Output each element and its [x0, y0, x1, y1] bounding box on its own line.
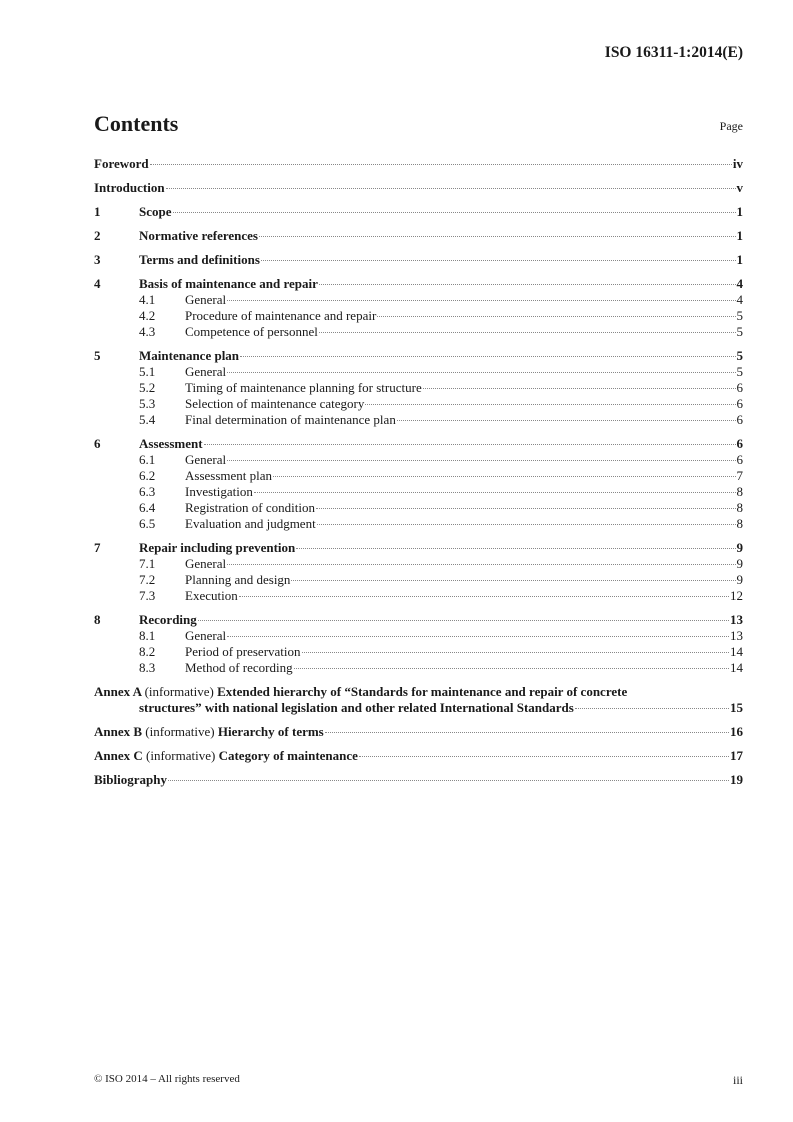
toc-entry-subsection[interactable]: 6.1 General 6	[139, 452, 743, 467]
dot-leader	[302, 652, 729, 653]
dot-leader	[254, 492, 736, 493]
dot-leader	[291, 580, 735, 581]
table-of-contents	[94, 156, 743, 788]
toc-entry-introduction[interactable]: Introduction v	[94, 180, 743, 195]
toc-entry-subsection[interactable]: 4.1 General 4	[139, 292, 743, 307]
toc-entry-section[interactable]: 2 Normative references 1	[94, 228, 743, 243]
toc-entry-subsection[interactable]: 5.3 Selection of maintenance category 6	[139, 396, 743, 411]
dot-leader	[261, 260, 736, 261]
dot-leader	[325, 732, 729, 733]
toc-entry-subsection[interactable]: 4.2 Procedure of maintenance and repair 5	[139, 308, 743, 323]
dot-leader	[227, 460, 735, 461]
toc-entry-section[interactable]: 3 Terms and definitions 1	[94, 252, 743, 267]
toc-entry-subsection[interactable]: 7.3 Execution 12	[139, 588, 743, 603]
dot-leader	[359, 756, 729, 757]
toc-entry-subsection[interactable]: 5.1 General 5	[139, 364, 743, 379]
toc-entry-subsection[interactable]: 8.3 Method of recording 14	[139, 660, 743, 675]
dot-leader	[575, 708, 729, 709]
toc-entry-subsection[interactable]: 4.3 Competence of personnel 5	[139, 324, 743, 339]
dot-leader	[168, 780, 729, 781]
toc-entry-subsection[interactable]: 6.2 Assessment plan 7	[139, 468, 743, 483]
toc-entry-bibliography[interactable]: Bibliography 19	[94, 772, 743, 787]
toc-entry-section[interactable]: 4 Basis of maintenance and repair 4	[94, 276, 743, 291]
dot-leader	[240, 356, 735, 357]
toc-entry-subsection[interactable]: 7.1 General 9	[139, 556, 743, 571]
dot-leader	[227, 564, 735, 565]
dot-leader	[150, 164, 732, 165]
dot-leader	[227, 300, 735, 301]
dot-leader	[296, 548, 735, 549]
dot-leader	[377, 316, 735, 317]
toc-entry-subsection[interactable]: 8.1 General 13	[139, 628, 743, 643]
copyright-notice: © ISO 2014 – All rights reserved	[94, 1073, 240, 1085]
dot-leader	[239, 596, 729, 597]
dot-leader	[397, 420, 736, 421]
dot-leader	[166, 188, 736, 189]
toc-entry-section[interactable]: 1 Scope 1	[94, 204, 743, 219]
dot-leader	[294, 668, 729, 669]
toc-entry-section[interactable]: 5 Maintenance plan 5	[94, 348, 743, 363]
page-column-label: Page	[719, 119, 743, 133]
dot-leader	[423, 388, 736, 389]
toc-entry-subsection[interactable]: 6.4 Registration of condition 8	[139, 500, 743, 515]
dot-leader	[365, 404, 735, 405]
page-number: iii	[732, 1073, 743, 1087]
dot-leader	[198, 620, 729, 621]
toc-entry-subsection[interactable]: 6.3 Investigation 8	[139, 484, 743, 499]
toc-entry-section[interactable]: 6 Assessment 6	[94, 436, 743, 451]
document-id: ISO 16311-1:2014(E)	[604, 44, 743, 61]
toc-entry-annex[interactable]: Annex C (informative) Category of maintenance 17	[94, 748, 743, 763]
page-title: Contents	[94, 111, 179, 136]
dot-leader	[173, 212, 736, 213]
toc-entry-subsection[interactable]: 7.2 Planning and design 9	[139, 572, 743, 587]
toc-entry-subsection[interactable]: 6.5 Evaluation and judgment 8	[139, 516, 743, 531]
dot-leader	[227, 372, 735, 373]
dot-leader	[317, 524, 736, 525]
dot-leader	[204, 444, 736, 445]
dot-leader	[316, 508, 736, 509]
toc-entry-section[interactable]: 7 Repair including prevention 9	[94, 540, 743, 555]
dot-leader	[259, 236, 736, 237]
toc-entry-subsection[interactable]: 5.4 Final determination of maintenance plan 6	[139, 412, 743, 427]
dot-leader	[227, 636, 729, 637]
toc-entry-annex[interactable]: Annex A (informative) Extended hierarchy of “Standards for maintenance and repair of concrete structures” with national legislation and other related International Standards 15	[94, 684, 743, 715]
toc-entry-foreword[interactable]: Foreword iv	[94, 156, 743, 171]
toc-entry-annex[interactable]: Annex B (informative) Hierarchy of terms 16	[94, 724, 743, 739]
toc-entry-subsection[interactable]: 5.2 Timing of maintenance planning for structure 6	[139, 380, 743, 395]
toc-entry-section[interactable]: 8 Recording 13	[94, 612, 743, 627]
dot-leader	[273, 476, 735, 477]
toc-entry-subsection[interactable]: 8.2 Period of preservation 14	[139, 644, 743, 659]
dot-leader	[319, 284, 736, 285]
dot-leader	[319, 332, 736, 333]
